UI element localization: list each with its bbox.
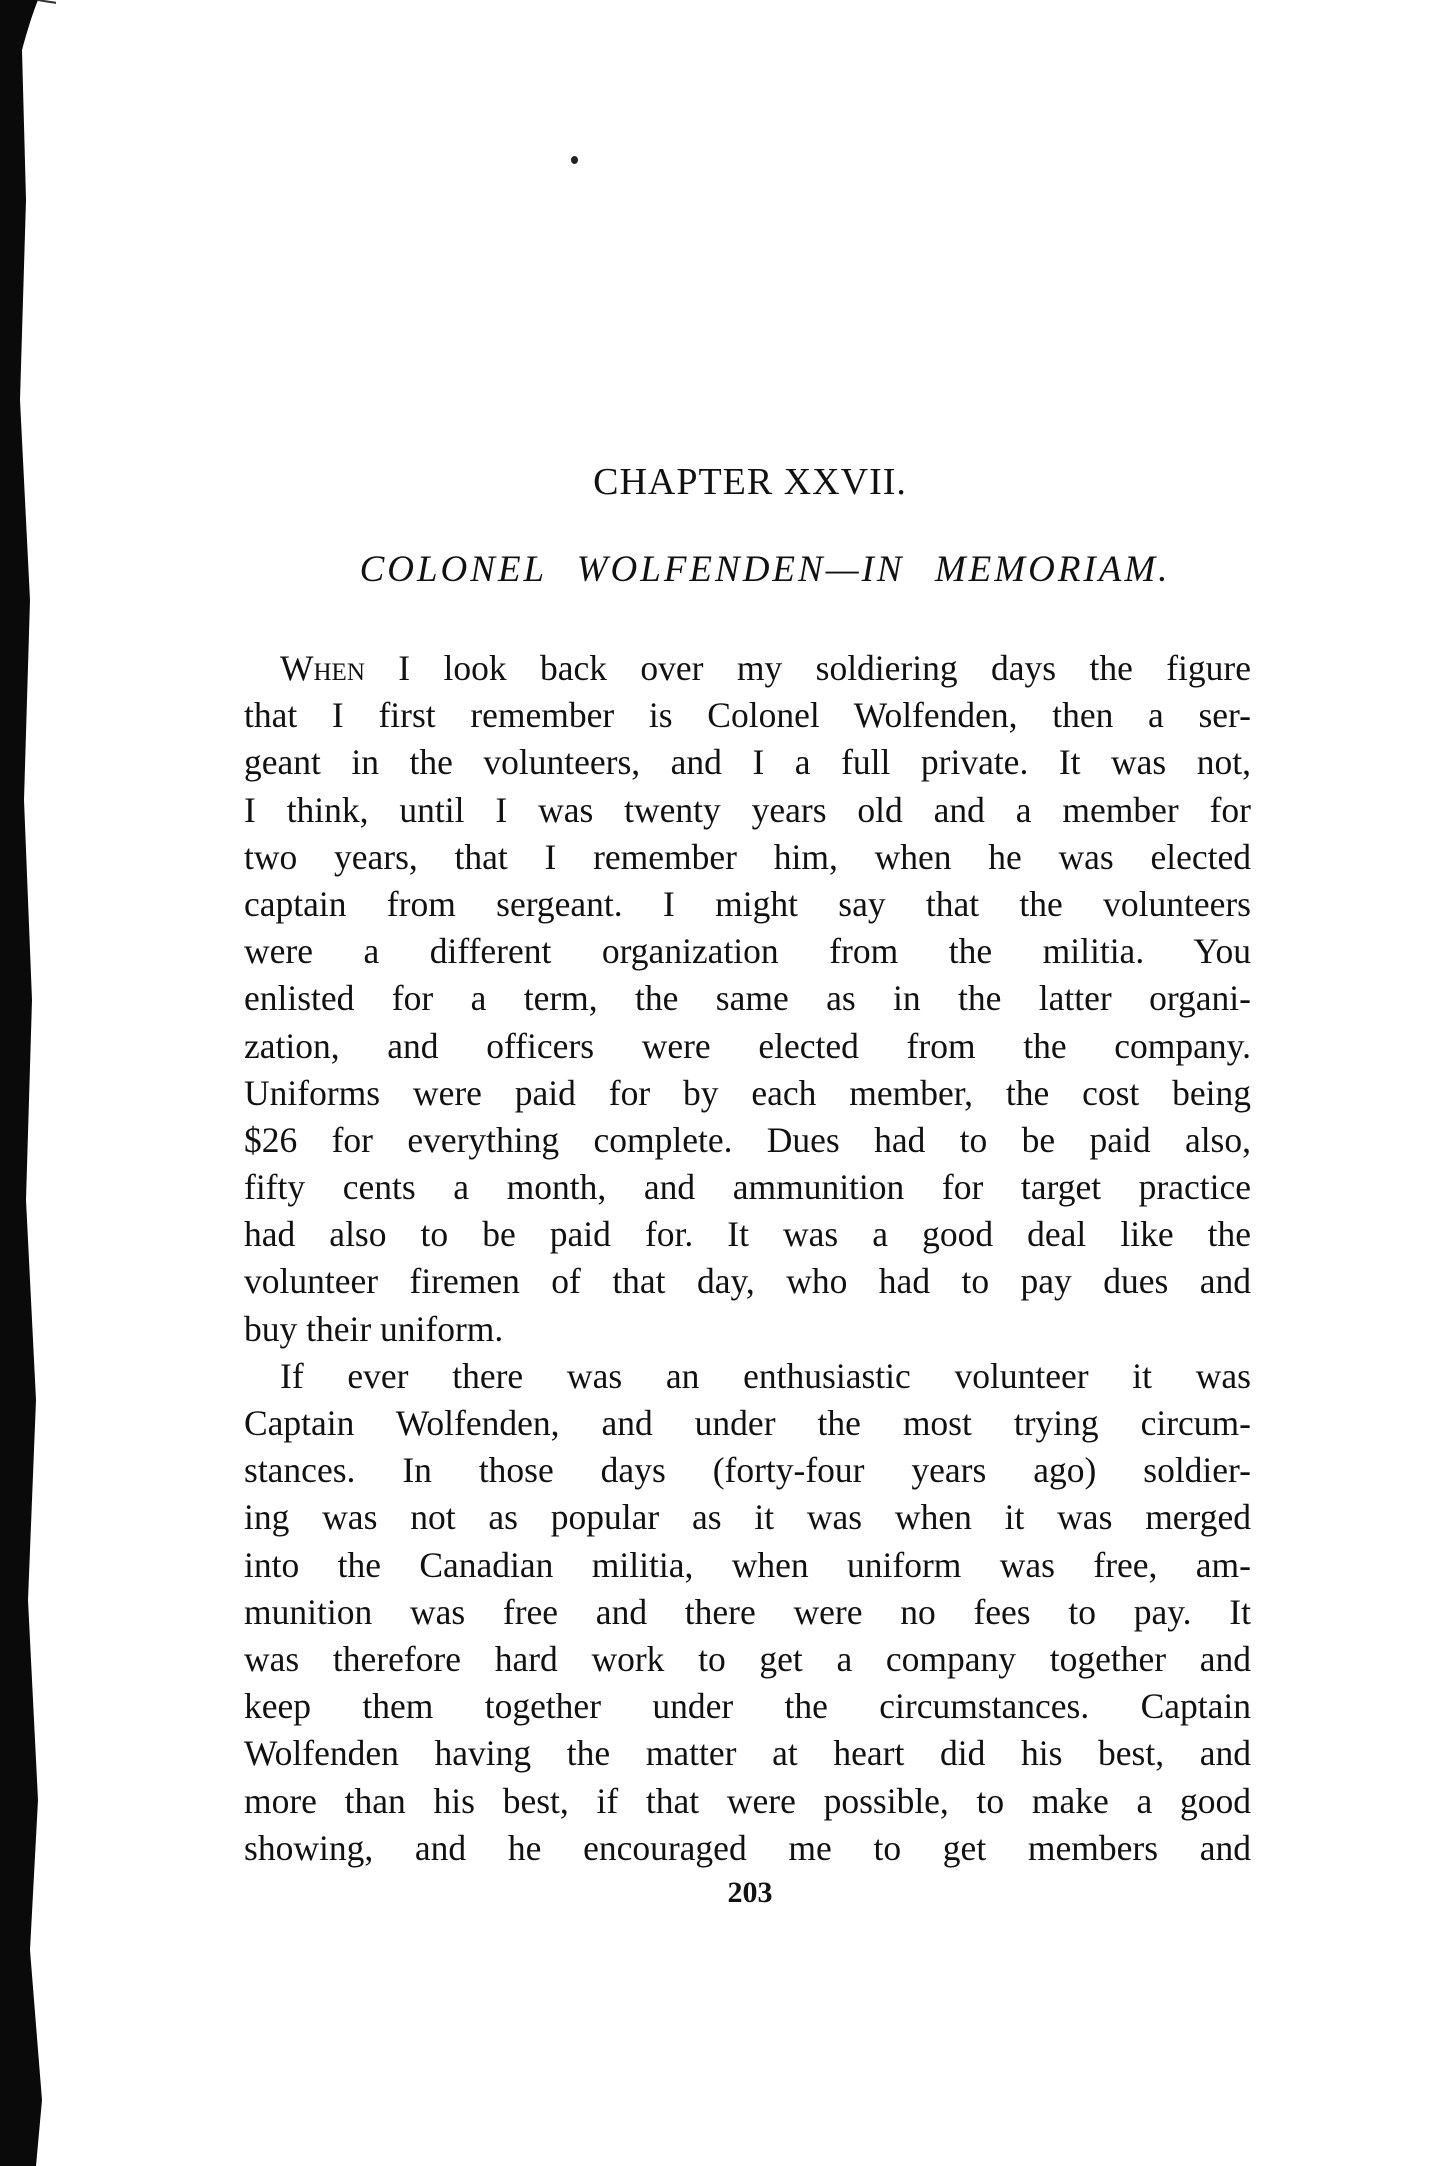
text-line xyxy=(244,1778,1251,1825)
text-line xyxy=(244,1400,1251,1447)
text-line xyxy=(244,834,1251,881)
line-text: $26 for everything complete. Dues had to be paid also, xyxy=(244,1119,1251,1160)
lead-word: When xyxy=(280,648,365,688)
text-line xyxy=(244,1730,1251,1777)
text-line xyxy=(244,928,1251,975)
line-text: Wolfenden having the matter at heart did his best, and xyxy=(244,1733,1251,1774)
text-line xyxy=(244,881,1251,928)
text-line xyxy=(244,1023,1251,1070)
line-text: fifty cents a month, and ammunition for target practice xyxy=(244,1167,1251,1208)
text-line xyxy=(244,1636,1251,1683)
line-text: into the Canadian militia, when uniform was free, am- xyxy=(244,1544,1251,1585)
text-line xyxy=(244,1306,1251,1353)
text-line xyxy=(244,645,1251,692)
page-binding-edge xyxy=(0,0,56,2166)
line-text: that I first remember is Colonel Wolfenden, then a ser- xyxy=(244,695,1251,736)
page-number: 203 xyxy=(727,1876,773,1909)
line-text: more than his best, if that were possible, to make a good xyxy=(244,1780,1251,1821)
chapter-heading: CHAPTER XXVII. xyxy=(593,461,907,503)
text-line xyxy=(244,739,1251,786)
line-text: showing, and he encouraged me to get members and xyxy=(244,1827,1251,1868)
text-line xyxy=(244,1542,1251,1589)
line-text: stances. In those days (forty-four years ago) soldier- xyxy=(244,1450,1251,1491)
line-text: was therefore hard work to get a company together and xyxy=(244,1638,1251,1679)
text-line xyxy=(244,692,1251,739)
text-line xyxy=(244,787,1251,834)
text-line xyxy=(244,1211,1251,1258)
text-line xyxy=(244,1683,1251,1730)
line-text: Uniforms were paid for by each member, the cost being xyxy=(244,1072,1251,1113)
line-text: buy their uniform. xyxy=(244,1308,504,1349)
line-text: two years, that I remember him, when he was elected xyxy=(244,836,1251,877)
line-text: captain from sergeant. I might say that the volunteers xyxy=(244,883,1251,924)
line-text: I think, until I was twenty years old and a member for xyxy=(244,789,1251,830)
text-line xyxy=(244,1589,1251,1636)
line-text: I look back over my soldiering days the figure xyxy=(364,648,1251,688)
text-line xyxy=(244,1825,1251,1872)
chapter-title: COLONEL WOLFENDEN—IN MEMORIAM. xyxy=(359,549,1171,590)
body-text xyxy=(244,645,1251,1872)
text-line xyxy=(244,1070,1251,1117)
line-text: munition was free and there were no fees to pay. It xyxy=(244,1591,1251,1632)
line-text: had also to be paid for. It was a good deal like the xyxy=(244,1214,1251,1255)
line-text: geant in the volunteers, and I a full private. It was not, xyxy=(244,742,1251,783)
line-text: If ever there was an enthusiastic volunteer it was xyxy=(280,1355,1251,1396)
text-line xyxy=(244,1258,1251,1305)
line-text: keep them together under the circumstances. Captain xyxy=(244,1686,1251,1727)
line-text: enlisted for a term, the same as in the latter organi- xyxy=(244,978,1251,1019)
line-text: Captain Wolfenden, and under the most trying circum- xyxy=(244,1403,1251,1443)
line-text: zation, and officers were elected from the company. xyxy=(244,1025,1251,1066)
text-line xyxy=(244,975,1251,1022)
text-line xyxy=(244,1494,1251,1541)
ink-speck xyxy=(571,156,578,164)
line-text: volunteer firemen of that day, who had to pay dues and xyxy=(244,1261,1251,1302)
text-line xyxy=(244,1117,1251,1164)
text-line xyxy=(244,1447,1251,1494)
text-line xyxy=(244,1353,1251,1400)
line-text: were a different organization from the militia. You xyxy=(244,931,1251,972)
text-line xyxy=(244,1164,1251,1211)
line-text: ing was not as popular as it was when it was merged xyxy=(244,1497,1251,1538)
